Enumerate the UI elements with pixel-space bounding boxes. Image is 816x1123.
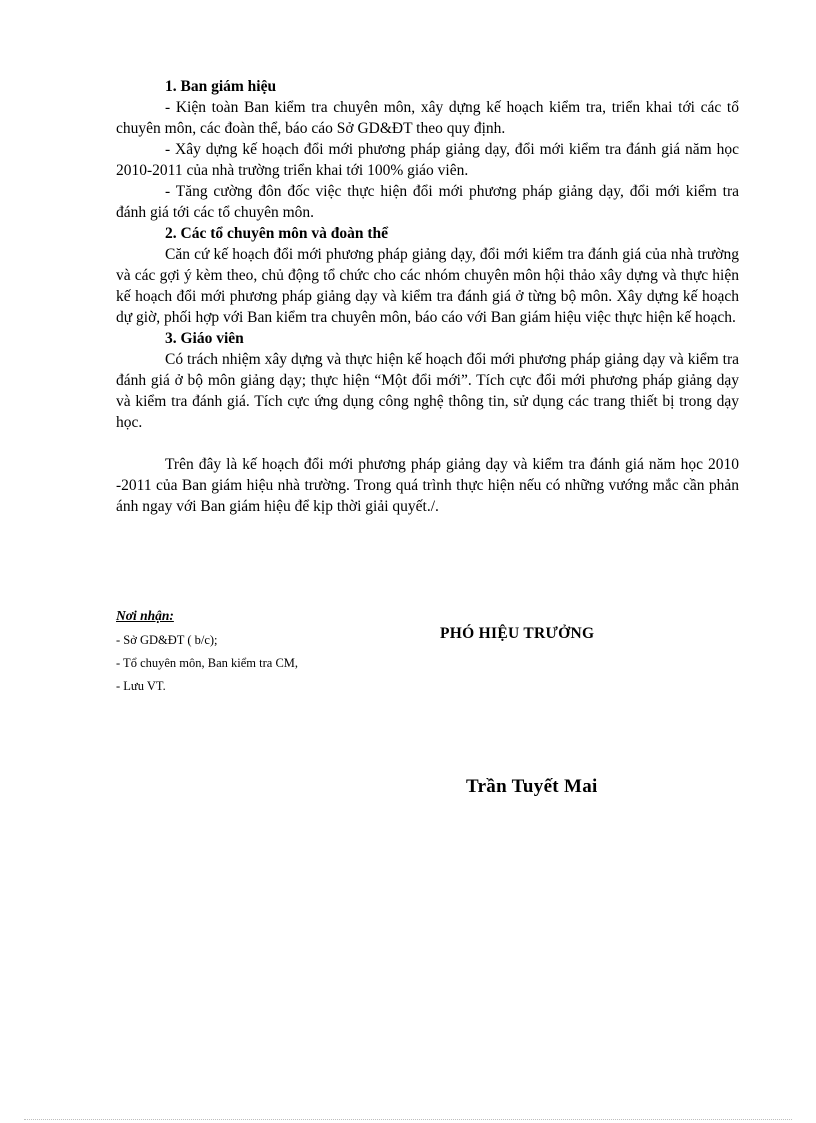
recipient-item: - Lưu VT. [116, 679, 166, 693]
signature-title: PHÓ HIỆU TRƯỞNG [440, 625, 595, 642]
paragraph: - Xây dựng kế hoạch đổi mới phương pháp giảng dạy, đổi mới kiểm tra đánh giá năm học 2010-2011 của nhà trường triển khai tới 100% giáo viên. [116, 141, 739, 179]
section-ban-giam-hieu [116, 76, 739, 223]
paragraph: Có trách nhiệm xây dựng và thực hiện kế hoạch đổi mới phương pháp giảng dạy và kiểm tra đánh giá ở bộ môn giảng dạy; thực hiện “Một đổi mới”. Tích cực đổi mới phương pháp giảng dạy và kiểm tra đánh giá. Tích cực ứng dụng công nghệ thông tin, sử dụng các trang thiết bị trong dạy học. [116, 351, 739, 431]
conclusion-paragraph: Trên đây là kế hoạch đổi mới phương pháp giảng dạy và kiểm tra đánh giá năm học 2010 -2011 của Ban giám hiệu nhà trường. Trong quá trình thực hiện nếu có những vướng mắc cần phản ánh ngay với Ban giám hiệu để kịp thời giải quyết./. [116, 456, 739, 515]
recipients-title: Nơi nhận: [116, 608, 174, 623]
paragraph: - Kiện toàn Ban kiểm tra chuyên môn, xây dựng kế hoạch kiểm tra, triển khai tới các tổ chuyên môn, các đoàn thể, báo cáo Sở GD&ĐT theo quy định. [116, 99, 739, 137]
section-heading: 3. Giáo viên [165, 330, 244, 347]
recipient-item: - Tổ chuyên môn, Ban kiểm tra CM, [116, 656, 299, 670]
document-body [116, 76, 739, 517]
section-giao-vien [116, 328, 739, 433]
spacer [116, 433, 739, 454]
recipients-list [116, 629, 298, 698]
page-bottom-divider [24, 1119, 792, 1120]
paragraph: Căn cứ kế hoạch đổi mới phương pháp giảng dạy, đổi mới kiểm tra đánh giá của nhà trường và các gợi ý kèm theo, chủ động tổ chức cho các nhóm chuyên môn hội thảo xây dựng và thực hiện kế hoạch đổi mới phương pháp giảng dạy và kiểm tra đánh giá ở từng bộ môn. Xây dựng kế hoạch dự giờ, phối hợp với Ban kiểm tra chuyên môn, báo cáo với Ban giám hiệu việc thực hiện kế hoạch. [116, 246, 739, 326]
recipient-item: - Sở GD&ĐT ( b/c); [116, 633, 218, 647]
section-heading: 2. Các tổ chuyên môn và đoàn thể [165, 225, 389, 242]
signature-name: Trần Tuyết Mai [466, 776, 598, 797]
paragraph: - Tăng cường đôn đốc việc thực hiện đổi mới phương pháp giảng dạy, đổi mới kiểm tra đánh giá tới các tổ chuyên môn. [116, 183, 739, 221]
section-to-chuyen-mon [116, 223, 739, 328]
section-heading: 1. Ban giám hiệu [165, 78, 277, 95]
